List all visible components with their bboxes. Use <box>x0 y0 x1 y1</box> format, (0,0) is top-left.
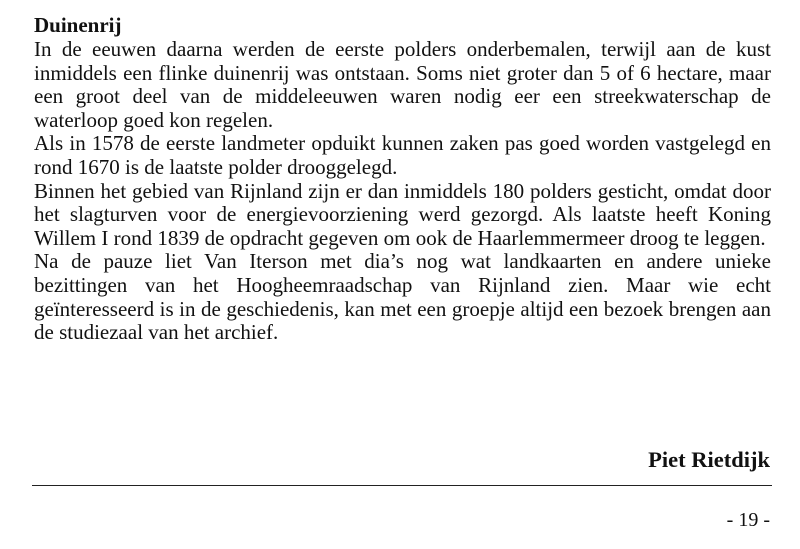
paragraph: Binnen het gebied van Rijnland zijn er dan inmiddels 180 polders gesticht, omdat door het slagturven voor de energievoorziening werd gezorgd. Als laatste heeft Koning Willem I rond 1839 de opdracht gegeven om ook de Haarlemmermeer droog te leggen. <box>34 178 771 250</box>
paragraph: Als in 1578 de eerste landmeter opduikt kunnen zaken pas goed worden vastgelegd en rond 1670 is de laatste polder drooggelegd. <box>34 131 771 179</box>
author-signature: Piet Rietdijk <box>648 447 770 472</box>
paragraph: Na de pauze liet Van Iterson met dia’s nog wat landkaarten en andere unieke bezittingen van het Hoogheemraadschap van Rijnland zien. Maar wie echt geïnteresseerd is in de geschiedenis, kan met een groepje altijd een bezoek brengen aan de studiezaal van het archief. <box>34 249 771 345</box>
paragraph: In de eeuwen daarna werden de eerste polders onderbemalen, terwijl aan de kust inmiddels een flinke duinenrij was ontstaan. Soms niet groter dan 5 of 6 hectare, maar een groot deel van de middeleeuwen waren nodig eer een streekwaterschap de waterloop goed kon regelen. <box>34 37 771 132</box>
page-number: - 19 - <box>726 509 770 531</box>
footer-divider <box>32 485 772 486</box>
article-body <box>34 38 771 345</box>
section-heading: Duinenrij <box>34 13 122 37</box>
